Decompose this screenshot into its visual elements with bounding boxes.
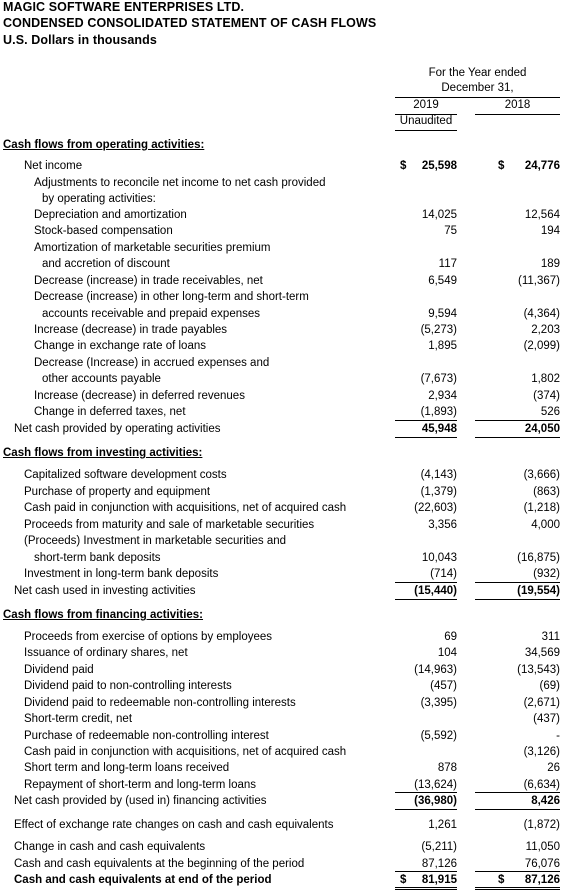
unaudited-label: Unaudited bbox=[399, 115, 453, 127]
value-2019: 10,043 bbox=[421, 552, 457, 564]
row-label: Net cash provided by (used in) financing activities bbox=[14, 795, 267, 807]
table-row bbox=[0, 338, 562, 354]
value-2019: (7,673) bbox=[420, 373, 457, 385]
value-2018: (374) bbox=[533, 390, 560, 402]
table-row bbox=[0, 629, 562, 645]
company-name: MAGIC SOFTWARE ENTERPRISES LTD. bbox=[3, 0, 245, 14]
total-rule bbox=[395, 582, 457, 583]
row-label: Dividend paid to non-controlling interests bbox=[24, 680, 232, 692]
value-2019: 87,126 bbox=[421, 858, 457, 870]
value-2018: 1,802 bbox=[531, 373, 560, 385]
row-label: Change in exchange rate of loans bbox=[34, 340, 206, 352]
table-row bbox=[0, 645, 562, 661]
value-2019: (1,379) bbox=[420, 486, 457, 498]
row-label: Effect of exchange rate changes on cash and cash equivalents bbox=[14, 819, 334, 831]
value-2019: (457) bbox=[430, 680, 457, 692]
total-rule bbox=[475, 809, 560, 810]
row-label: Adjustments to reconcile net income to net cash provided bbox=[34, 177, 326, 189]
row-label: Cash and cash equivalents at end of the period bbox=[14, 874, 272, 886]
value-2018: (4,364) bbox=[523, 308, 560, 320]
value-2018: (16,875) bbox=[517, 552, 560, 564]
row-label: Dividend paid to redeemable non-controlling interests bbox=[24, 697, 296, 709]
table-row bbox=[0, 273, 562, 289]
row-label: Purchase of property and equipment bbox=[24, 486, 211, 498]
row-label: Cash and cash equivalents at the beginning of the period bbox=[14, 858, 305, 870]
value-2019: (22,603) bbox=[414, 502, 457, 514]
value-2019: (15,440) bbox=[414, 585, 457, 597]
row-label: Cash paid in conjunction with acquisitions, net of acquired cash bbox=[24, 746, 347, 758]
year-2018-header: 2018 bbox=[504, 99, 531, 111]
table-row bbox=[0, 744, 562, 760]
row-label: Repayment of short-term and long-term loans bbox=[24, 779, 257, 791]
dollar-sign: $ bbox=[498, 874, 505, 886]
value-2018: 34,569 bbox=[524, 647, 560, 659]
table-row bbox=[0, 839, 562, 855]
value-2018: 4,000 bbox=[531, 519, 560, 531]
value-2019: (1,893) bbox=[420, 406, 457, 418]
total-rule bbox=[475, 599, 560, 600]
value-2018: (863) bbox=[533, 486, 560, 498]
row-label: Change in deferred taxes, net bbox=[34, 406, 186, 418]
table-row bbox=[0, 760, 562, 776]
value-2019: (3,395) bbox=[420, 697, 457, 709]
value-2019: (36,980) bbox=[414, 795, 457, 807]
table-row bbox=[0, 404, 562, 420]
table-row bbox=[0, 817, 562, 833]
value-2019: 25,598 bbox=[421, 160, 457, 172]
value-2019: 1,895 bbox=[428, 340, 457, 352]
row-label: Decrease (Increase) in accrued expenses and bbox=[34, 357, 270, 369]
row-label: accounts receivable and prepaid expenses bbox=[42, 308, 261, 320]
value-2018: 189 bbox=[540, 258, 560, 270]
value-2018: (1,872) bbox=[523, 819, 560, 831]
value-2018: 194 bbox=[540, 225, 560, 237]
row-label: (Proceeds) Investment in marketable securities and bbox=[24, 535, 287, 547]
section-header bbox=[0, 607, 562, 623]
total-rule bbox=[395, 420, 457, 421]
value-2019: 81,915 bbox=[421, 874, 457, 886]
statement-title: CONDENSED CONSOLIDATED STATEMENT OF CASH FLOWS bbox=[3, 16, 377, 30]
row-label: Cash flows from financing activities: bbox=[3, 609, 204, 621]
value-2019: 1,261 bbox=[428, 819, 457, 831]
row-label: Increase (decrease) in deferred revenues bbox=[34, 390, 245, 402]
value-2019: 878 bbox=[437, 762, 457, 774]
table-row bbox=[0, 517, 562, 533]
row-label: Short term and long-term loans received bbox=[24, 762, 230, 774]
table-row bbox=[0, 207, 562, 223]
row-label: Dividend paid bbox=[24, 664, 94, 676]
table-row bbox=[0, 856, 562, 872]
row-label: by operating activities: bbox=[42, 193, 156, 205]
total-rule bbox=[395, 792, 457, 793]
value-2019: (4,143) bbox=[420, 469, 457, 481]
row-label: Cash paid in conjunction with acquisitions, net of acquired cash bbox=[24, 502, 347, 514]
row-label: Change in cash and cash equivalents bbox=[14, 841, 206, 853]
value-2018: 8,426 bbox=[531, 795, 560, 807]
total-rule bbox=[475, 420, 560, 421]
value-2018: (13,543) bbox=[517, 664, 560, 676]
value-2019: 14,025 bbox=[421, 209, 457, 221]
total-rule bbox=[395, 599, 457, 600]
year-2018-underline bbox=[475, 114, 560, 115]
table-row bbox=[0, 191, 562, 207]
total-rule bbox=[395, 809, 457, 810]
value-2018: (19,554) bbox=[517, 585, 560, 597]
table-row bbox=[0, 777, 562, 793]
row-label: Net cash provided by operating activities bbox=[14, 423, 221, 435]
table-row bbox=[0, 872, 562, 888]
value-2019: (13,624) bbox=[414, 779, 457, 791]
value-2019: 104 bbox=[437, 647, 457, 659]
value-2018: 311 bbox=[541, 631, 560, 643]
section-header bbox=[0, 137, 562, 153]
total-rule bbox=[475, 792, 560, 793]
period-underline bbox=[395, 97, 560, 98]
unaudited-underline bbox=[395, 130, 457, 131]
currency-note: U.S. Dollars in thousands bbox=[3, 33, 157, 47]
table-row bbox=[0, 728, 562, 744]
dollar-sign: $ bbox=[400, 160, 407, 172]
value-2019: 2,934 bbox=[428, 390, 457, 402]
row-label: Decrease (increase) in other long-term and short-term bbox=[34, 291, 309, 303]
value-2018: (6,634) bbox=[523, 779, 560, 791]
value-2018: (69) bbox=[539, 680, 560, 692]
row-label: Increase (decrease) in trade payables bbox=[34, 324, 228, 336]
row-label: Amortization of marketable securities premium bbox=[34, 242, 271, 254]
value-2018: 24,050 bbox=[524, 423, 560, 435]
value-2019: 75 bbox=[444, 225, 457, 237]
row-label: Cash flows from investing activities: bbox=[3, 447, 203, 459]
value-2018: - bbox=[556, 730, 560, 742]
table-row bbox=[0, 695, 562, 711]
table-row bbox=[0, 500, 562, 516]
value-2018: (2,099) bbox=[523, 340, 560, 352]
table-row bbox=[0, 662, 562, 678]
value-2019: 117 bbox=[438, 258, 457, 270]
table-row bbox=[0, 256, 562, 272]
total-rule bbox=[395, 871, 457, 872]
value-2018: (437) bbox=[533, 713, 560, 725]
value-2019: (14,963) bbox=[414, 664, 457, 676]
row-label: Cash flows from operating activities: bbox=[3, 139, 205, 151]
table-row bbox=[0, 289, 562, 305]
row-label: Short-term credit, net bbox=[24, 713, 133, 725]
row-label: Net cash used in investing activities bbox=[14, 585, 196, 597]
value-2018: 87,126 bbox=[524, 874, 560, 886]
table-row bbox=[0, 158, 562, 174]
row-label: Investment in long-term bank deposits bbox=[24, 568, 219, 580]
value-2019: (5,211) bbox=[421, 841, 457, 853]
year-2019-header: 2019 bbox=[413, 99, 439, 111]
value-2018: 26 bbox=[547, 762, 560, 774]
row-label: and accretion of discount bbox=[42, 258, 170, 270]
table-row bbox=[0, 678, 562, 694]
value-2018: (2,671) bbox=[523, 697, 560, 709]
value-2018: 2,203 bbox=[531, 324, 560, 336]
table-row bbox=[0, 306, 562, 322]
period-header-line2: December 31, bbox=[441, 82, 514, 94]
table-row bbox=[0, 175, 562, 191]
value-2019: 69 bbox=[444, 631, 457, 643]
section-header bbox=[0, 445, 562, 461]
row-label: short-term bank deposits bbox=[34, 552, 161, 564]
value-2019: 9,594 bbox=[428, 308, 457, 320]
value-2018: 11,050 bbox=[525, 841, 560, 853]
value-2018: 76,076 bbox=[524, 858, 560, 870]
table-row bbox=[0, 550, 562, 566]
row-label: Decrease (increase) in trade receivables, net bbox=[34, 275, 263, 287]
dollar-sign: $ bbox=[400, 874, 407, 886]
row-label: Capitalized software development costs bbox=[24, 469, 227, 481]
row-label: Proceeds from exercise of options by employees bbox=[24, 631, 273, 643]
table-row bbox=[0, 322, 562, 338]
value-2018: 24,776 bbox=[524, 160, 560, 172]
value-2018: (932) bbox=[533, 568, 560, 580]
period-header-line1: For the Year ended bbox=[428, 67, 527, 79]
table-row bbox=[0, 240, 562, 256]
value-2018: (3,126) bbox=[523, 746, 560, 758]
row-label: other accounts payable bbox=[42, 373, 161, 385]
table-row bbox=[0, 467, 562, 483]
row-label: Purchase of redeemable non-controlling interest bbox=[24, 730, 269, 742]
table-row bbox=[0, 355, 562, 371]
total-rule bbox=[395, 437, 457, 438]
table-row bbox=[0, 566, 562, 582]
table-row bbox=[0, 223, 562, 239]
value-2019: (714) bbox=[430, 568, 457, 580]
total-rule bbox=[475, 582, 560, 583]
value-2019: 45,948 bbox=[421, 423, 457, 435]
dollar-sign: $ bbox=[498, 160, 505, 172]
row-label: Stock-based compensation bbox=[34, 225, 173, 237]
table-row bbox=[0, 484, 562, 500]
table-row bbox=[0, 421, 562, 437]
table-row bbox=[0, 711, 562, 727]
total-rule bbox=[475, 437, 560, 438]
value-2018: 526 bbox=[540, 406, 560, 418]
table-row bbox=[0, 533, 562, 549]
value-2018: 12,564 bbox=[524, 209, 560, 221]
table-row bbox=[0, 793, 562, 809]
value-2018: (1,218) bbox=[523, 502, 560, 514]
row-label: Depreciation and amortization bbox=[34, 209, 187, 221]
table-row bbox=[0, 583, 562, 599]
value-2018: (3,666) bbox=[523, 469, 560, 481]
value-2019: (5,273) bbox=[420, 324, 457, 336]
row-label: Net income bbox=[24, 160, 83, 172]
table-row bbox=[0, 371, 562, 387]
value-2019: 6,549 bbox=[428, 275, 457, 287]
row-label: Issuance of ordinary shares, net bbox=[24, 647, 188, 659]
value-2019: (5,592) bbox=[420, 730, 457, 742]
row-label: Proceeds from maturity and sale of marketable securities bbox=[24, 519, 315, 531]
total-rule bbox=[475, 871, 560, 872]
table-row bbox=[0, 388, 562, 404]
value-2018: (11,367) bbox=[518, 275, 560, 287]
value-2019: 3,356 bbox=[428, 519, 457, 531]
